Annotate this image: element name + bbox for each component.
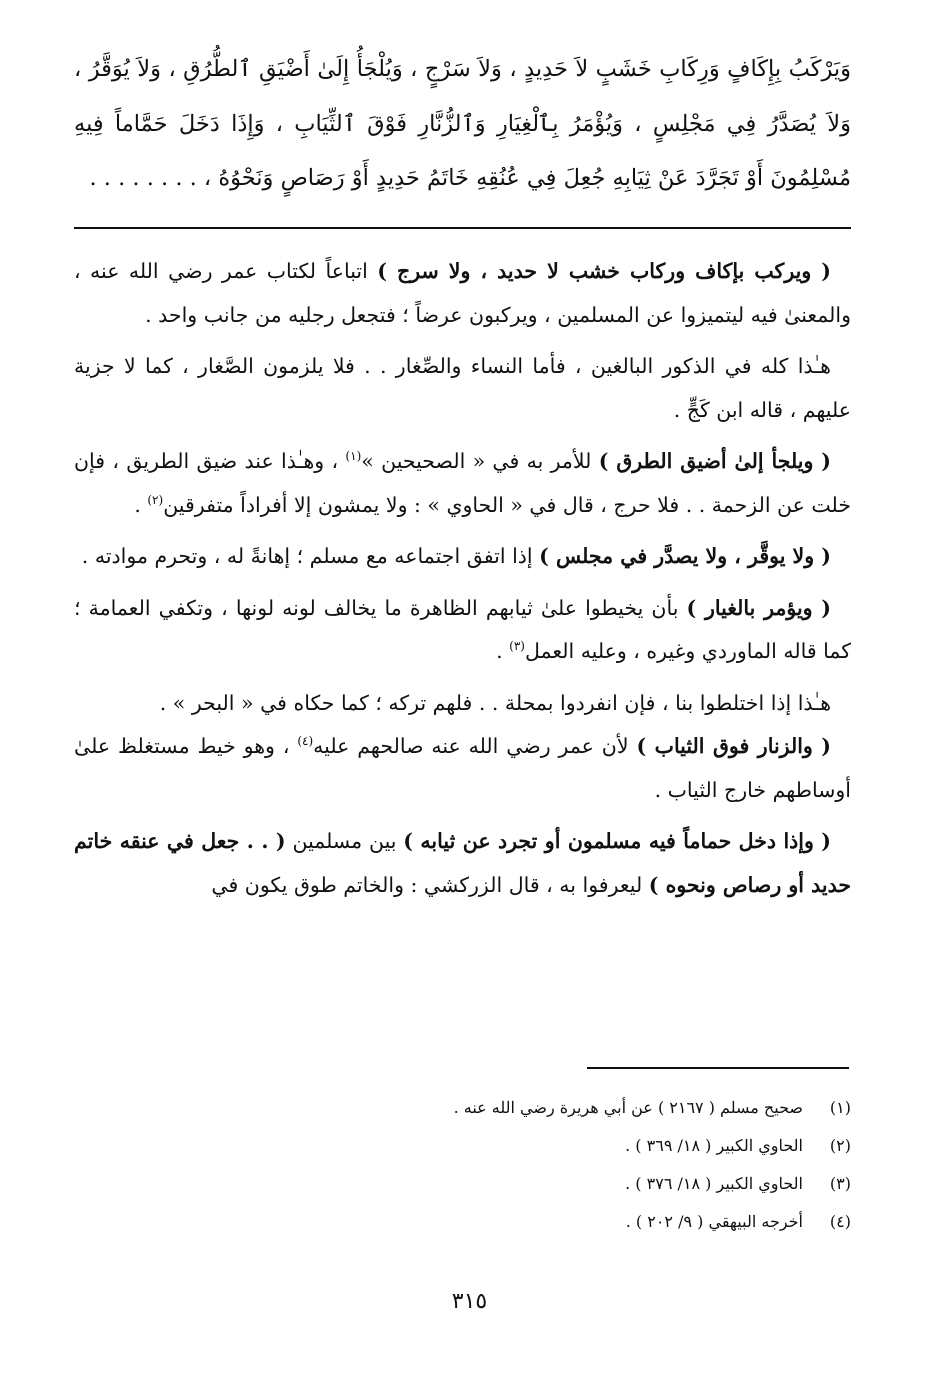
- footnote-separator-line: [587, 1067, 849, 1069]
- footnote-text: الحاوي الكبير ( ١٨/ ٣٦٩ ) .: [625, 1136, 803, 1155]
- footnote-text: الحاوي الكبير ( ١٨/ ٣٧٦ ) .: [625, 1174, 803, 1193]
- footnote-ref[interactable]: (٣): [509, 639, 525, 654]
- commentary-text: ، وهو خيط مستغلظ علىٰ أوساطهم خارج الثياب .: [74, 734, 851, 802]
- footnote-number: (٣): [829, 1174, 851, 1193]
- quoted-matn: ( ولا يوقَّر ، ولا يصدَّر في مجلس ): [539, 544, 831, 568]
- footnotes: [74, 1089, 851, 1241]
- footnote-item: [74, 1165, 851, 1203]
- footnote-number: (١): [829, 1098, 851, 1117]
- page-number: ٣١٥: [451, 1289, 488, 1314]
- footnote-ref[interactable]: (٤): [297, 734, 314, 749]
- commentary-text: اتباعاً لكتاب عمر رضي الله عنه ، والمعنىٰ فيه ليتميزوا عن المسلمين ، ويركبون عرضاً ؛ فتجعل رجليه من جانب واحد .: [74, 259, 851, 327]
- footnote-item: [74, 1127, 851, 1165]
- quoted-matn: ( ويلجأ إلىٰ أضيق الطرق ): [598, 449, 832, 473]
- footnote-item: [74, 1089, 851, 1127]
- commentary-text: هـٰذا إذا اختلطوا بنا ، فإن انفردوا بمحلة . . فلهم تركه ؛ كما حكاه في « البحر » .: [159, 690, 831, 715]
- quoted-matn: ( والزنار فوق الثياب ): [636, 734, 832, 758]
- footnote-number: (٤): [829, 1212, 851, 1231]
- commentary-text: .: [134, 492, 148, 517]
- footnote-item: [74, 1203, 851, 1241]
- commentary-text: للأمر به في « الصحيحين »: [361, 449, 599, 473]
- footnote-ref[interactable]: (٢): [147, 492, 164, 507]
- commentary-paragraph: [74, 250, 851, 337]
- matn-text: وَيَرْكَبُ بِإِكَافٍ وَرِكَابِ خَشَبٍ لاَ حَدِيدٍ ، وَلاَ سَرْجٍ ، وَيُلْجَأُ إِلَىٰ أَضْيَقِ ٱلطُّرُقِ ، وَلاَ يُوَقَّرُ ، وَلاَ يُصَدَّرُ فِي مَجْلِسٍ ، وَيُؤْمَرُ بِٱلْغِيَارِ وَٱلزُّنَّارِ فَوْقَ ٱلثِّيَابِ ، وَإِذَا دَخَلَ حَمَّاماً فِيهِ مُسْلِمُونَ أَوْ تَجَرَّدَ عَنْ ثِيَابِهِ جُعِلَ فِي عُنُقِهِ خَاتَمُ حَدِيدٍ أَوْ رَصَاصٍ وَنَحْوُهُ ، . . . . . . . .: [74, 56, 851, 191]
- footnote-ref[interactable]: (١): [345, 449, 362, 464]
- commentary-text: ليعرفوا به ، قال الزركشي : والخاتم طوق يكون في: [211, 872, 649, 897]
- commentary-paragraph: [74, 820, 851, 907]
- commentary-paragraph: [74, 587, 851, 674]
- quoted-matn: ( ويركب بإكاف وركاب خشب لا حديد ، ولا سرج ): [377, 259, 831, 283]
- commentary: [74, 250, 851, 915]
- commentary-paragraph: [74, 535, 851, 579]
- commentary-text: ، وهـٰذا عند ضيق الطريق ، فإن خلت عن الزحمة . . فلا حرج ، قال في « الحاوي » : ولا يمشون إلا أفراداً متفرقين: [74, 449, 851, 517]
- matn-separator-line: [74, 227, 851, 229]
- commentary-paragraph: [74, 345, 851, 432]
- footnote-text: أخرجه البيهقي ( ٩/ ٢٠٢ ) .: [625, 1212, 803, 1231]
- commentary-paragraph: [74, 440, 851, 527]
- quoted-matn: ( . . جعل في عنقه خاتم حديد أو رصاص ونحوه ): [74, 829, 851, 897]
- commentary-text: بين مسلمين: [285, 829, 404, 853]
- footnote-number: (٢): [829, 1136, 851, 1155]
- commentary-text: هـٰذا كله في الذكور البالغين ، فأما النساء والصِّغار . . فلا يلزمون الصَّغار ، كما لا جزية عليهم ، قاله ابن كَجٍّ .: [74, 354, 851, 422]
- commentary-paragraph: [74, 682, 851, 726]
- commentary-paragraph: [74, 725, 851, 812]
- commentary-text: لأن عمر رضي الله عنه صالحهم عليه: [313, 734, 637, 758]
- quoted-matn: ( ويؤمر بالغيار ): [686, 595, 832, 620]
- commentary-text: إذا اتفق اجتماعه مع مسلم ؛ إهانةً له ، وتحرم موادته .: [81, 544, 540, 568]
- commentary-text: .: [496, 639, 510, 663]
- footnote-text: صحيح مسلم ( ٢١٦٧ ) عن أبي هريرة رضي الله عنه .: [453, 1098, 803, 1117]
- commentary-text: بأن يخيطوا علىٰ ثيابهم الظاهرة ما يخالف لونه لونها ، وتكفي العمامة ؛ كما قاله الماوردي وغيره ، وعليه العمل: [74, 595, 851, 663]
- quoted-matn: ( وإذا دخل حماماً فيه مسلمون أو تجرد عن ثيابه ): [403, 829, 831, 853]
